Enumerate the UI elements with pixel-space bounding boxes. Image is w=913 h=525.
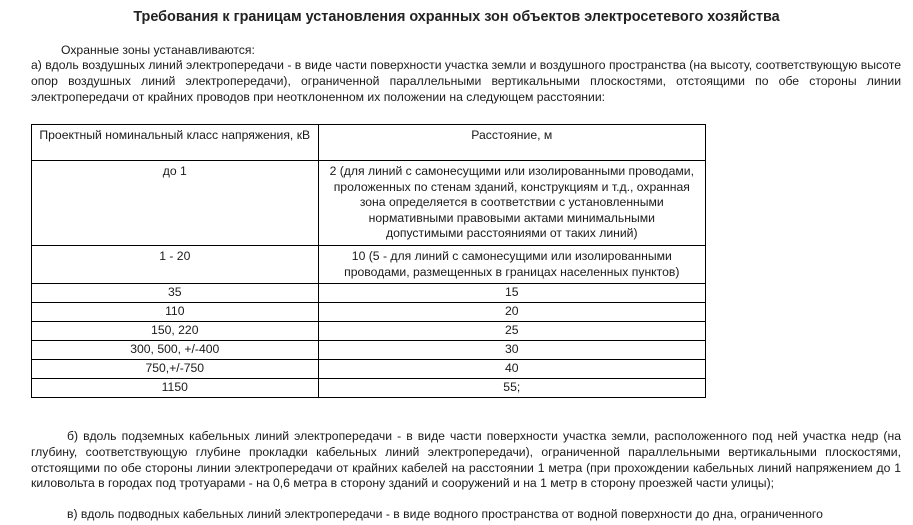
table-row <box>32 161 706 246</box>
voltage-cell: 300, 500, +/-400 <box>32 341 319 360</box>
header-voltage-class: Проектный номинальный класс напряжения, кВ <box>32 125 319 161</box>
voltage-cell: 1 - 20 <box>32 245 319 283</box>
distance-cell: 40 <box>318 360 705 379</box>
distance-cell: 2 (для линий с самонесущими или изолированными проводами, проложенных по стенам зданий, конструкциям и т.д., охранная зона определяется в соответствии с установленными нормативными правовыми актами минимальными допустимыми расстояниями от таких линий) <box>318 161 705 246</box>
distance-cell: 10 (5 - для линий с самонесущими или изолированными проводами, размещенных в границах населенных пунктов) <box>318 245 705 283</box>
intro-text: Охранные зоны устанавливаются: <box>61 43 255 57</box>
table-row <box>32 360 706 379</box>
distance-cell: 15 <box>318 284 705 303</box>
table-row <box>32 341 706 360</box>
distance-cell: 30 <box>318 341 705 360</box>
voltage-cell: 35 <box>32 284 319 303</box>
table-row <box>32 303 706 322</box>
table-row <box>32 379 706 398</box>
page-title: Требования к границам установления охранных зон объектов электросетевого хозяйства <box>133 9 780 25</box>
distance-cell: 20 <box>318 303 705 322</box>
paragraph-b: б) вдоль подземных кабельных линий электропередачи - в виде части поверхности участка земли, расположенного под ней участка недр (на глубину, соответствующую глубине прокладки кабельных линий электропередачи), ограниченной параллельными вертикальными плоскостями, отстоящими по обе стороны линии электропередачи от крайних кабелей на расстоянии 1 метра (при прохождении кабельных линий напряжением до 1 киловольта в городах под тротуарами - на 0,6 метра в сторону зданий и сооружений и на 1 метр в сторону проезжей части улицы); <box>31 429 901 491</box>
paragraph-a: а) вдоль воздушных линий электропередачи - в виде части поверхности участка земли и воздушного пространства (на высоту, соответствующую высоте опор воздушных линий электропередачи), ограниченной параллельными вертикальными плоскостями, отстоящими по обе стороны линии электропередачи от крайних проводов при неотклоненном их положении на следующем расстоянии: <box>31 58 901 104</box>
voltage-cell: 750,+/-750 <box>32 360 319 379</box>
distance-cell: 55; <box>318 379 705 398</box>
paragraph-c: в) вдоль подводных кабельных линий электропередачи - в виде водного пространства от водной поверхности до дна, ограниченного <box>67 507 823 521</box>
voltage-cell: до 1 <box>32 161 319 246</box>
table-row <box>32 245 706 283</box>
voltage-cell: 1150 <box>32 379 319 398</box>
voltage-cell: 110 <box>32 303 319 322</box>
distance-cell: 25 <box>318 322 705 341</box>
table-row <box>32 284 706 303</box>
header-distance: Расстояние, м <box>318 125 705 161</box>
table-row <box>32 322 706 341</box>
table-header-row <box>32 125 706 161</box>
distance-table <box>31 124 706 398</box>
voltage-cell: 150, 220 <box>32 322 319 341</box>
